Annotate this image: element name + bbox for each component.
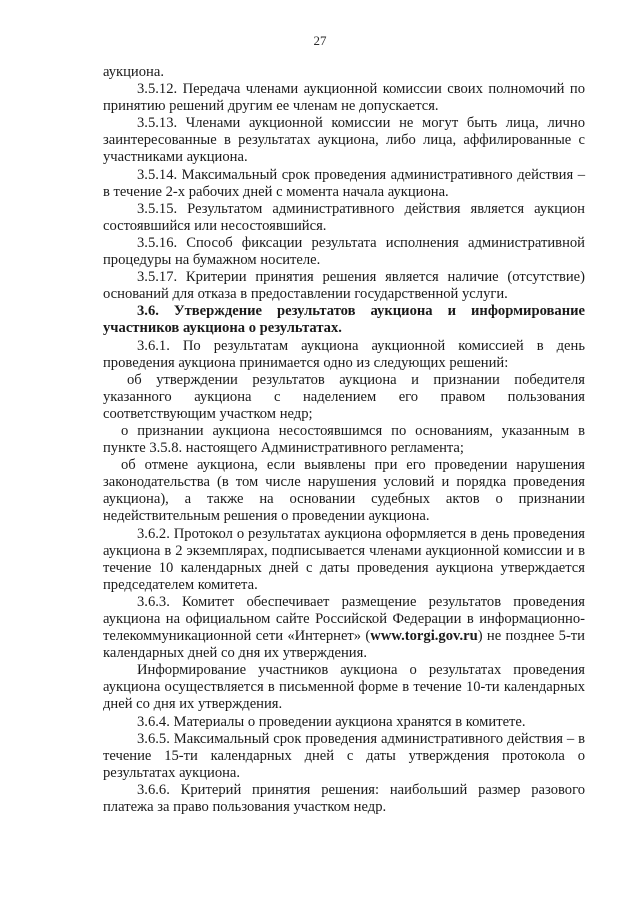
paragraph-3-6-3-start: 3.6.3. Комитет обеспечивает размещение результатов проведения аукциона на официальном сайте Российской Федерации в информационно-телекоммуникационной сети «Интернет» ( (103, 593, 585, 645)
document-body (103, 64, 585, 816)
torgi-url: www.torgi.gov.ru (370, 628, 478, 645)
paragraph-3-6-2: 3.6.2. Протокол о результатах аукциона оформляется в день проведения аукциона в 2 экземплярах, подписывается членами аукционной комиссии и в течение 10 календарных дней с даты проведения аукциона утверждается председателем комитета. (103, 525, 585, 593)
list-item-failed: о признании аукциона несостоявшимся по основаниям, указанным в пункте 3.5.8. настоящего Административного регламента; (103, 422, 585, 457)
paragraph-3-5-12: 3.5.12. Передача членами аукционной комиссии своих полномочий по принятию решений другим ее членам не допускается. (103, 81, 585, 115)
list-item-cancel: об отмене аукциона, если выявлены при его проведении нарушения законодательства (в том числе нарушения условий и порядка проведения аукциона), а также на основании судебных актов о признании недействительным решения о проведении аукциона. (103, 457, 585, 525)
paragraph-3-6-6: 3.6.6. Критерий принятия решения: наибольший размер разового платежа за право пользования участком недр. (103, 781, 585, 816)
paragraph-informing: Информирование участников аукциона о результатах проведения аукциона осуществляется в письменной форме в течение 10-ти календарных дней со дня их утверждения. (103, 662, 585, 713)
paragraph-3-6-3-end: ) не позднее 5-ти календарных дней со дня их утверждения. (103, 628, 585, 662)
paragraph-3-5-14: 3.5.14. Максимальный срок проведения административного действия – в течение 2-х рабочих дней с момента начала аукциона. (103, 166, 585, 200)
paragraph-3-6-1: 3.6.1. По результатам аукциона аукционной комиссией в день проведения аукциона принимается одно из следующих решений: (103, 337, 585, 371)
section-heading-3-6: 3.6. Утверждение результатов аукциона и информирование участников аукциона о результатах. (103, 303, 585, 337)
paragraph-3-5-17: 3.5.17. Критерии принятия решения является наличие (отсутствие) оснований для отказа в предоставлении государственной услуги. (103, 269, 585, 303)
paragraph-3-6-3 (103, 594, 585, 662)
page-number: 27 (313, 33, 327, 48)
list-item-approve: об утверждении результатов аукциона и признании победителя указанного аукциона с наделением его правом пользования соответствующим участком недр; (103, 371, 585, 422)
paragraph-3-6-4: 3.6.4. Материалы о проведении аукциона хранятся в комитете. (137, 713, 526, 730)
paragraph-3-5-16: 3.5.16. Способ фиксации результата исполнения административной процедуры на бумажном носителе. (103, 234, 585, 269)
paragraph-3-5-13: 3.5.13. Членами аукционной комиссии не могут быть лица, лично заинтересованные в результатах аукциона, либо лица, аффилированные с участниками аукциона. (103, 115, 585, 166)
paragraph-3-6-5: 3.6.5. Максимальный срок проведения административного действия – в течение 15-ти календарных дней с даты утверждения протокола о результатах аукциона. (103, 730, 585, 781)
paragraph-continuation: аукциона. (103, 64, 164, 80)
paragraph-3-5-15: 3.5.15. Результатом административного действия является аукцион состоявшийся или несостоявшийся. (103, 200, 585, 234)
